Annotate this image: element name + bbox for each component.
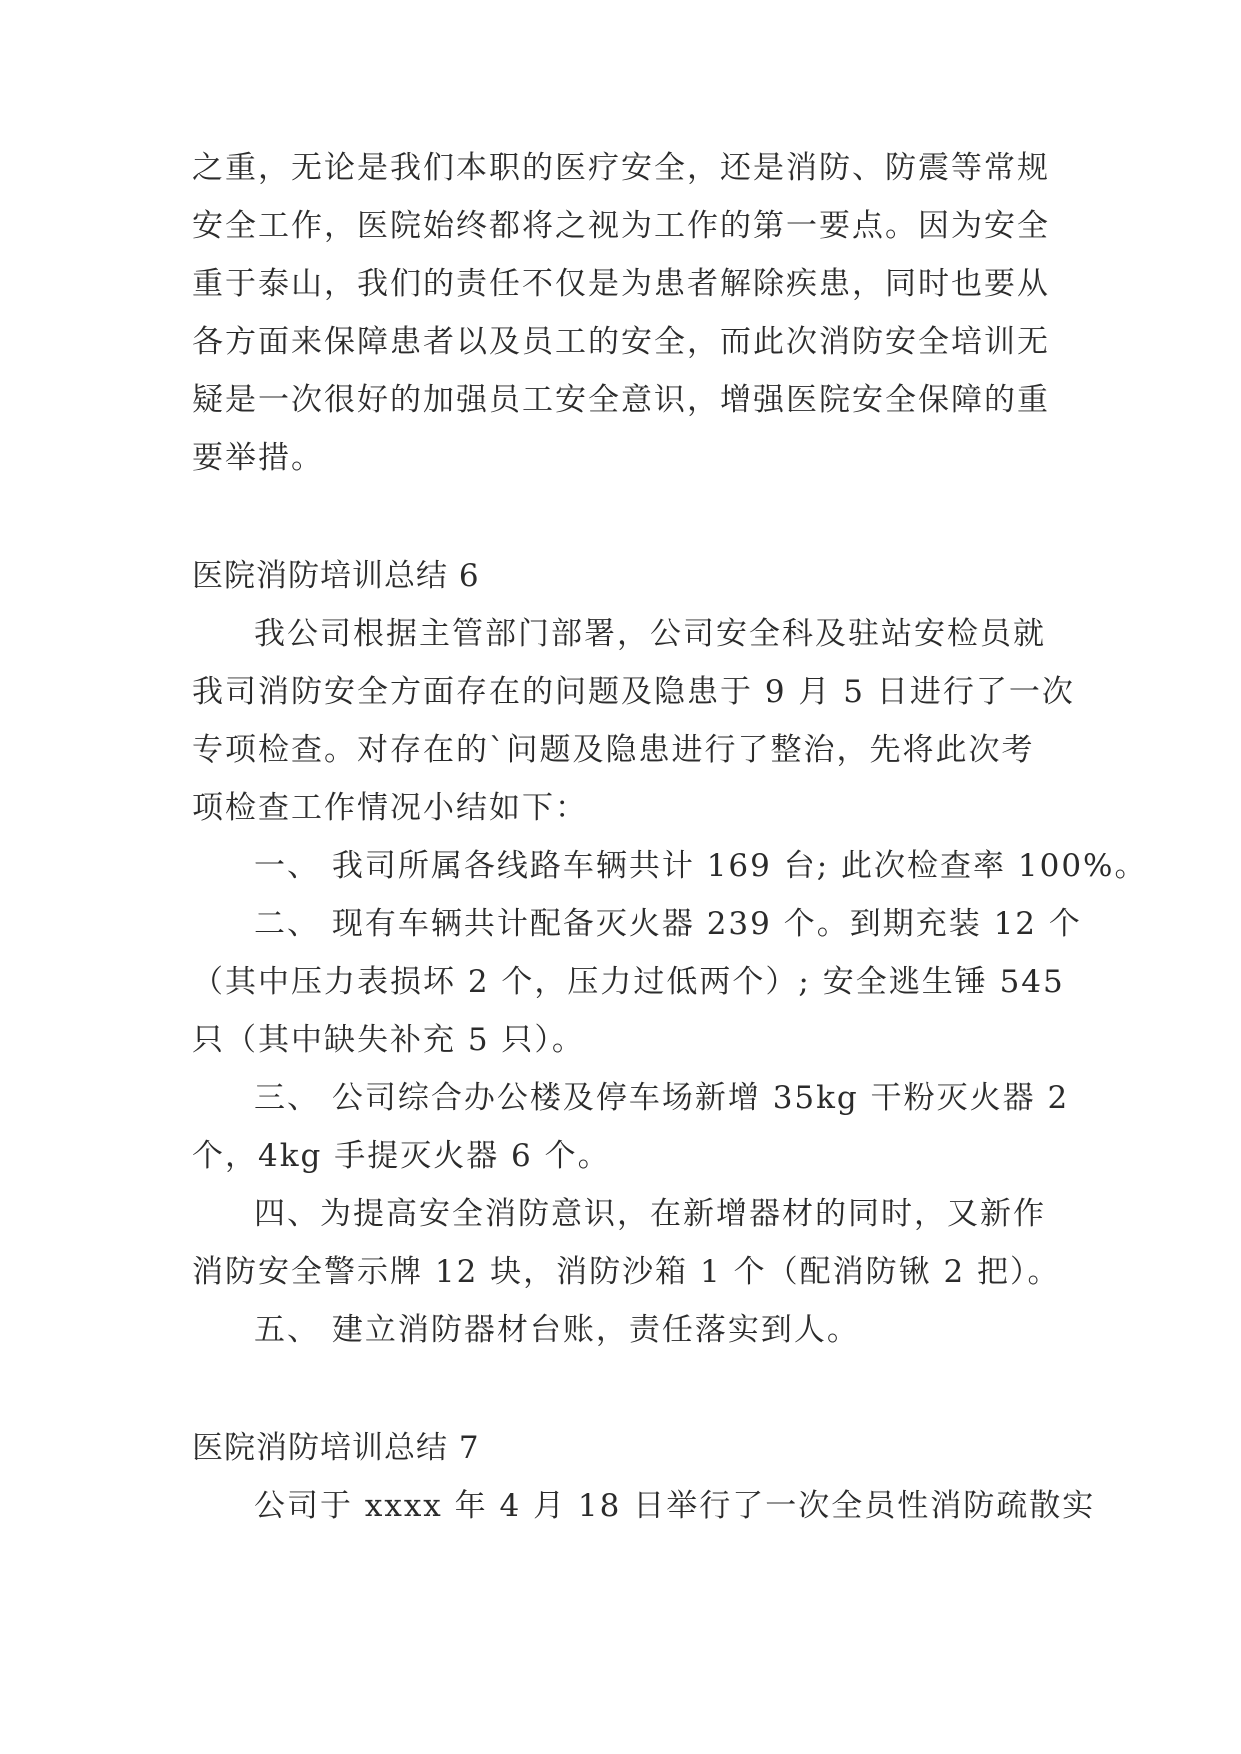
paragraph-line: 重于泰山，我们的责任不仅是为患者解除疾患，同时也要从 — [192, 266, 1050, 302]
paragraph-line: 个，4kg 手提灭火器 6 个。 — [192, 1138, 611, 1174]
paragraph-line: 之重，无论是我们本职的医疗安全，还是消防、防震等常规 — [192, 150, 1050, 186]
paragraph-line: 疑是一次很好的加强员工安全意识，增强医院安全保障的重 — [192, 382, 1050, 418]
list-item-2: 二、 现有车辆共计配备灭火器 239 个。到期充装 12 个 — [254, 906, 1082, 942]
paragraph-line: 消防安全警示牌 12 块，消防沙箱 1 个（配消防锹 2 把）。 — [192, 1254, 1061, 1290]
paragraph-line: 各方面来保障患者以及员工的安全，而此次消防安全培训无 — [192, 324, 1050, 360]
paragraph-line: （其中压力表损坏 2 个，压力过低两个）; 安全逃生锤 545 — [192, 964, 1065, 1000]
paragraph-line: 我司消防安全方面存在的问题及隐患于 9 月 5 日进行了一次 — [192, 674, 1075, 710]
paragraph-line: 专项检查。对存在的`问题及隐患进行了整治，先将此次考 — [192, 732, 1035, 768]
section-heading-6: 医院消防培训总结 6 — [192, 558, 480, 594]
paragraph-line: 要举措。 — [192, 440, 324, 476]
paragraph-line: 只（其中缺失补充 5 只）。 — [192, 1022, 585, 1058]
list-item-4: 四、为提高安全消防意识，在新增器材的同时，又新作 — [254, 1196, 1046, 1232]
paragraph-line: 我公司根据主管部门部署，公司安全科及驻站安检员就 — [254, 616, 1046, 652]
paragraph-line: 安全工作，医院始终都将之视为工作的第一要点。因为安全 — [192, 208, 1050, 244]
list-item-5: 五、 建立消防器材台账，责任落实到人。 — [254, 1312, 860, 1348]
paragraph-line: 项检查工作情况小结如下： — [192, 790, 588, 826]
paragraph-line: 公司于 xxxx 年 4 月 18 日举行了一次全员性消防疏散实 — [254, 1488, 1096, 1524]
list-item-1: 一、 我司所属各线路车辆共计 169 台; 此次检查率 100%。 — [254, 848, 1148, 884]
section-heading-7: 医院消防培训总结 7 — [192, 1430, 480, 1466]
list-item-3: 三、 公司综合办公楼及停车场新增 35kg 干粉灭火器 2 — [254, 1080, 1070, 1116]
